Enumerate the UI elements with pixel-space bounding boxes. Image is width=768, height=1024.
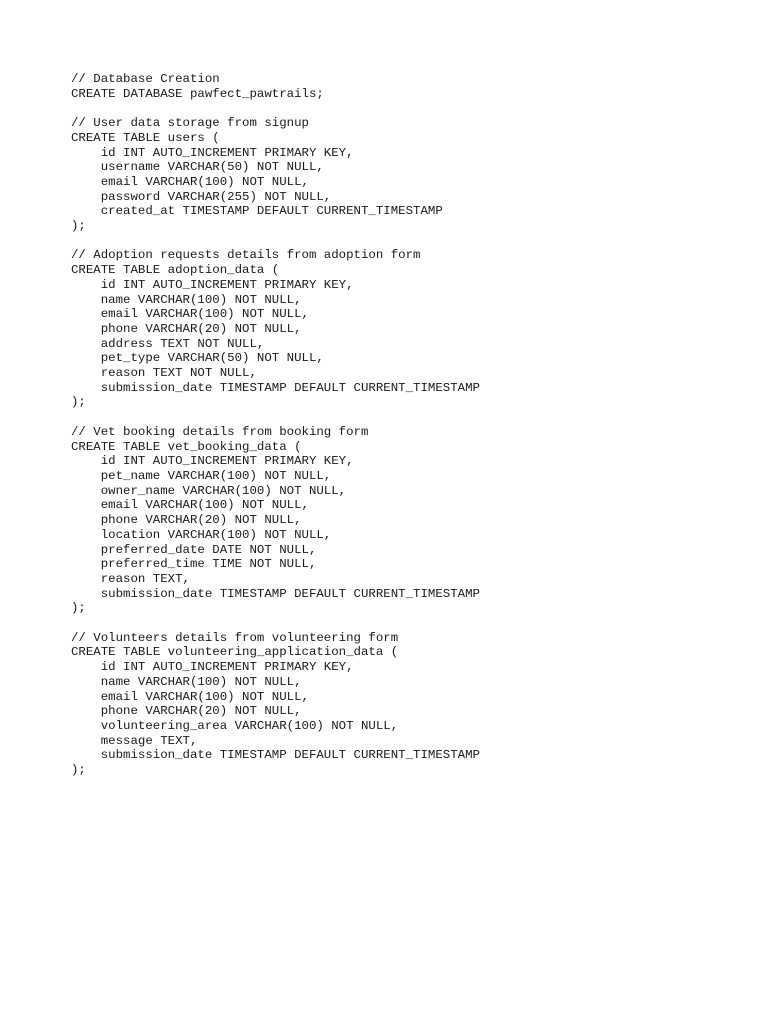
sql-code-block <box>71 72 480 778</box>
code-line: id INT AUTO_INCREMENT PRIMARY KEY, <box>71 454 354 469</box>
code-line: username VARCHAR(50) NOT NULL, <box>71 160 324 175</box>
code-line: name VARCHAR(100) NOT NULL, <box>71 292 302 307</box>
code-line: submission_date TIMESTAMP DEFAULT CURRENT_TIMESTAMP <box>71 586 480 601</box>
code-line <box>71 234 480 249</box>
code-line: ); <box>71 763 86 778</box>
code-line: id INT AUTO_INCREMENT PRIMARY KEY, <box>71 145 354 160</box>
code-line: pet_name VARCHAR(100) NOT NULL, <box>71 468 332 483</box>
code-line: address TEXT NOT NULL, <box>71 336 265 351</box>
code-line: message TEXT, <box>71 733 198 748</box>
code-line: phone VARCHAR(20) NOT NULL, <box>71 704 302 719</box>
code-line: reason TEXT, <box>71 571 190 586</box>
code-line: email VARCHAR(100) NOT NULL, <box>71 689 309 704</box>
code-line: submission_date TIMESTAMP DEFAULT CURRENT_TIMESTAMP <box>71 748 480 763</box>
code-line: email VARCHAR(100) NOT NULL, <box>71 307 309 322</box>
code-line: location VARCHAR(100) NOT NULL, <box>71 527 332 542</box>
code-line: CREATE TABLE volunteering_application_data ( <box>71 645 399 660</box>
code-line <box>71 616 480 631</box>
code-line: phone VARCHAR(20) NOT NULL, <box>71 321 302 336</box>
code-line: owner_name VARCHAR(100) NOT NULL, <box>71 483 347 498</box>
code-line: created_at TIMESTAMP DEFAULT CURRENT_TIMESTAMP <box>71 204 443 219</box>
code-line: preferred_date DATE NOT NULL, <box>71 542 317 557</box>
code-line: ); <box>71 395 86 410</box>
code-line: email VARCHAR(100) NOT NULL, <box>71 174 309 189</box>
code-line <box>71 410 480 425</box>
code-line: phone VARCHAR(20) NOT NULL, <box>71 513 302 528</box>
code-line: ); <box>71 219 86 234</box>
code-line: password VARCHAR(255) NOT NULL, <box>71 189 332 204</box>
code-line: ); <box>71 601 86 616</box>
code-line: name VARCHAR(100) NOT NULL, <box>71 674 302 689</box>
code-line: CREATE TABLE adoption_data ( <box>71 263 280 278</box>
code-line: // User data storage from signup <box>71 116 309 131</box>
code-line: submission_date TIMESTAMP DEFAULT CURRENT_TIMESTAMP <box>71 380 480 395</box>
code-line: reason TEXT NOT NULL, <box>71 366 257 381</box>
code-line: CREATE DATABASE pawfect_pawtrails; <box>71 86 324 101</box>
code-line: // Adoption requests details from adoption form <box>71 248 421 263</box>
code-line: // Database Creation <box>71 72 220 86</box>
code-line: id INT AUTO_INCREMENT PRIMARY KEY, <box>71 660 354 675</box>
code-line: // Vet booking details from booking form <box>71 424 369 439</box>
code-line: CREATE TABLE vet_booking_data ( <box>71 439 302 454</box>
code-line: preferred_time TIME NOT NULL, <box>71 557 317 572</box>
code-line: // Volunteers details from volunteering form <box>71 630 399 645</box>
code-line: CREATE TABLE users ( <box>71 130 220 145</box>
code-line <box>71 101 480 116</box>
code-line: pet_type VARCHAR(50) NOT NULL, <box>71 351 324 366</box>
code-line: email VARCHAR(100) NOT NULL, <box>71 498 309 513</box>
code-line: volunteering_area VARCHAR(100) NOT NULL, <box>71 718 399 733</box>
code-line: id INT AUTO_INCREMENT PRIMARY KEY, <box>71 277 354 292</box>
